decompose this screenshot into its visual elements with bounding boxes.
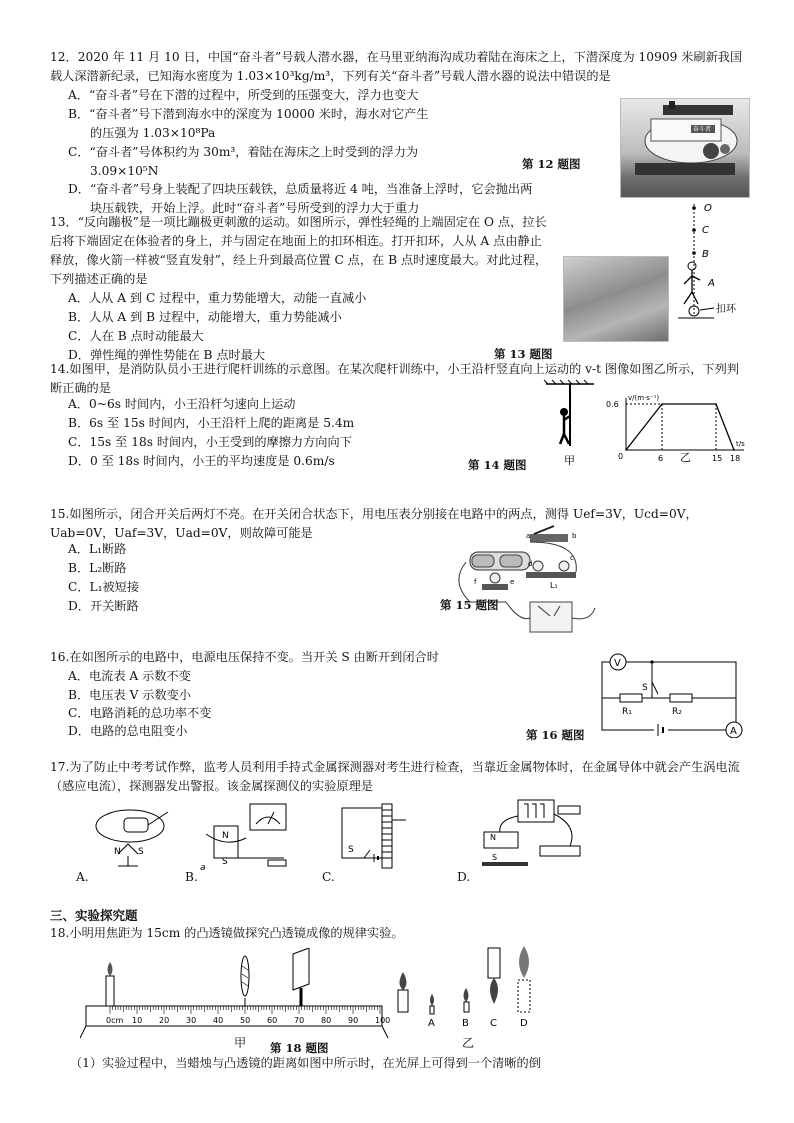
q15-option-c: C．L₁被短接	[68, 580, 140, 594]
ruler-tick-label: 40	[213, 1016, 224, 1025]
label-n-d: N	[490, 833, 496, 842]
q15-option-d: D．开关断路	[68, 599, 139, 613]
ruler-tick-label: 50	[240, 1016, 251, 1025]
label-r1: R₁	[622, 707, 632, 717]
q17-option-b-figure	[196, 798, 306, 878]
yi-label: 乙	[680, 451, 691, 464]
q16-option-b: B．电压表 V 示数变小	[68, 688, 192, 702]
ruler-tick-label: 80	[321, 1016, 332, 1025]
candle-label-b: B	[462, 1018, 469, 1029]
q15-caption: 第 15 题图	[440, 598, 499, 612]
label-ammeter: A	[730, 726, 737, 737]
q12-submersible-photo	[620, 98, 750, 198]
data-point	[625, 449, 627, 451]
q12-option-a: A．“奋斗者”号在下潜的过程中，所受到的压强变大，浮力也变大	[68, 88, 419, 102]
q18-jia-label: 甲	[234, 1036, 247, 1050]
q17-option-a-label: A.	[76, 870, 89, 884]
q14-caption: 第 14 题图	[468, 458, 527, 472]
q13-rope-diagram	[670, 200, 750, 330]
label-b: B	[702, 249, 709, 260]
candle	[106, 976, 114, 1006]
q16-option-a: A．电流表 A 示数不变	[68, 669, 191, 683]
x-tick-label: 6	[658, 454, 664, 463]
q14-climber-figure	[540, 378, 600, 468]
q16-circuit-diagram	[596, 650, 746, 738]
q18-yi-label: 乙	[462, 1036, 475, 1050]
candle-flame	[108, 962, 113, 976]
jia-label: 甲	[564, 454, 575, 467]
q17-option-c-figure	[334, 800, 414, 872]
label-c: c	[570, 554, 574, 562]
q13-bungee-photo	[563, 256, 669, 342]
label-c: C	[702, 225, 709, 236]
q18-sub1: （1）实验过程中，当蜡烛与凸透镜的距离如图中所示时，在光屏上可得到一个清晰的倒	[70, 1056, 541, 1070]
ruler-tick-label: 70	[294, 1016, 305, 1025]
label-v: V	[614, 658, 621, 669]
q12-stem: 12．2020 年 11 月 10 日，中国“奋斗者”号载人潜水器，在马里亚纳海沟成功着陆在海床之上，下潜深度为 10909 米刷新我国载人深潜新纪录，已知海水密度为 1.03×10³kg/m³，下列有关“奋斗者”号载人潜水器的说法中错误的是	[50, 50, 743, 83]
label-f: f	[474, 578, 477, 586]
label-s-d: S	[492, 853, 498, 862]
label-a: A	[708, 278, 715, 289]
data-point	[715, 403, 717, 405]
q13-option-b: B．人从 A 到 B 过程中，动能增大，重力势能减小	[68, 310, 342, 324]
q16-option-d: D．电路的总电阻变小	[68, 724, 188, 738]
q17-option-d-label: D.	[457, 870, 471, 884]
ruler-tick-label: 30	[186, 1016, 197, 1025]
label-r2: R₂	[672, 707, 682, 717]
y-tick-label: 0.6	[606, 400, 619, 409]
ruler-tick-label: 20	[159, 1016, 170, 1025]
label-d: d	[528, 560, 533, 568]
label-b: b	[572, 532, 577, 540]
velocity-line	[626, 404, 734, 450]
q13-option-d: D．弹性绳的弹性势能在 B 点时最大	[68, 348, 266, 362]
q16-option-c: C．电路消耗的总功率不变	[68, 706, 212, 720]
label-ring: 扣环	[716, 304, 736, 315]
q17-option-b-label: B.	[185, 870, 198, 884]
q12-caption: 第 12 题图	[522, 157, 581, 171]
label-s-b: S	[222, 857, 228, 867]
q18-caption: 第 18 题图	[270, 1041, 329, 1055]
x-tick-label: 15	[712, 454, 723, 463]
label-l1: L₁	[550, 581, 558, 590]
q14-vt-chart	[600, 392, 750, 470]
ruler-tick-label: 90	[348, 1016, 359, 1025]
q12-option-b: B．“奋斗者”号下潜到海水中的深度为 10000 米时，海水对它产生	[68, 107, 429, 121]
data-point	[733, 449, 735, 451]
q15-stem: 15.如图所示，闭合开关后两灯不亮。在开关闭合状态下，用电压表分别接在电路中的两点，测得 Uef=3V，Ucd=0V，Uab=0V，Uaf=3V，Uad=0V，则故障可能是	[50, 507, 698, 540]
submersible-label: 奋斗者	[693, 126, 712, 133]
x-tick-label: 18	[730, 454, 741, 463]
origin-label: 0	[618, 452, 624, 461]
label-e: e	[510, 578, 515, 586]
section-3-heading: 三、实验探究题	[50, 908, 138, 923]
submersible-illustration	[621, 99, 749, 197]
q14-option-a: A．0~6s 时间内，小王沿杆匀速向上运动	[68, 397, 296, 411]
q18-optical-bench	[80, 948, 390, 1048]
q13-stem: 13．“反向蹦极”是一项比蹦极更刺激的运动。如图所示，弹性轻绳的上端固定在 O 点，拉长后将下端固定在体验者的身上，并与固定在地面上的扣环相连。打开扣环，人从 A 点由静止释放，像火箭一样被“竖直发射”，经上升到最高位置 C 点，在 B 点时速度最大。对此过程，下列描述正确的是	[50, 215, 548, 286]
x-axis-label: t/s	[736, 440, 745, 448]
q12-option-c: C．“奋斗者”号体积约为 30m³，着陆在海床之上时受到的浮力为	[68, 145, 419, 159]
q15-option-b: B．L₂断路	[68, 561, 127, 575]
label-s: S	[642, 683, 648, 693]
ruler-tick-label: 10	[132, 1016, 143, 1025]
q14-option-b: B．6s 至 15s 时间内，小王沿杆上爬的距离是 5.4m	[68, 416, 355, 430]
q17-stem: 17.为了防止中考考试作弊，监考人员利用手持式金属探测器对考生进行检查，当靠近金属物体时，在金属导体中就会产生涡电流（感应电流），探测器发出警报。该金属探测仪的实验原理是	[50, 760, 740, 793]
q16-stem: 16.在如图所示的电路中，电源电压保持不变。当开关 S 由断开到闭合时	[50, 650, 439, 664]
q17-option-a-figure	[88, 800, 178, 872]
label-n-b: N	[222, 831, 229, 841]
ruler-tick-label: 100	[375, 1016, 390, 1025]
q15-circuit-photo	[430, 522, 605, 642]
q14-option-d: D．0 至 18s 时间内，小王的平均速度是 0.6m/s	[68, 454, 335, 468]
label-a-b: a	[200, 863, 206, 873]
label-s-c: S	[348, 845, 354, 855]
label-a: a	[526, 532, 531, 540]
q12-option-d: D．“奋斗者”号身上装配了四块压载铁，总质量将近 4 吨，当准备上浮时，它会抛出两	[68, 182, 533, 196]
q13-caption: 第 13 题图	[494, 347, 553, 361]
q14-stem: 14.如图甲，是消防队员小王进行爬杆训练的示意图。在某次爬杆训练中，小王沿杆竖直向上运动的 v-t 图像如图乙所示，下列判断正确的是	[50, 362, 739, 395]
q13-option-c: C．人在 B 点时动能最大	[68, 329, 204, 343]
y-axis-label: v/(m·s⁻¹)	[628, 394, 660, 402]
candle-label-a: A	[428, 1018, 435, 1029]
ruler-tick-label: 0cm	[106, 1016, 124, 1025]
q17-option-c-label: C.	[322, 870, 335, 884]
label-o: O	[704, 203, 712, 214]
q17-option-d-figure	[478, 796, 588, 876]
light-screen	[293, 948, 309, 990]
q16-caption: 第 16 题图	[526, 728, 585, 742]
q18-stem: 18.小明用焦距为 15cm 的凸透镜做探究凸透镜成像的规律实验。	[50, 926, 404, 940]
data-point	[661, 403, 663, 405]
q12-option-d-cont: 块压载铁，开始上浮。此时“奋斗者”号所受到的浮力大于重力	[90, 201, 420, 215]
label-s: S	[138, 847, 144, 857]
q18-candle-images	[390, 944, 550, 1034]
q12-option-b-cont: 的压强为 1.03×10⁸Pa	[90, 126, 216, 140]
candle-label-c: C	[490, 1018, 497, 1029]
q15-option-a: A．L₁断路	[68, 542, 127, 556]
q14-option-c: C．15s 至 18s 时间内，小王受到的摩擦力方向向下	[68, 435, 352, 449]
ruler-tick-label: 60	[267, 1016, 278, 1025]
q12-option-c-cont: 3.09×10⁵N	[90, 164, 159, 178]
q13-option-a: A．人从 A 到 C 过程中，重力势能增大，动能一直减小	[68, 291, 367, 305]
label-n: N	[114, 847, 121, 857]
candle-label-d: D	[520, 1018, 528, 1029]
